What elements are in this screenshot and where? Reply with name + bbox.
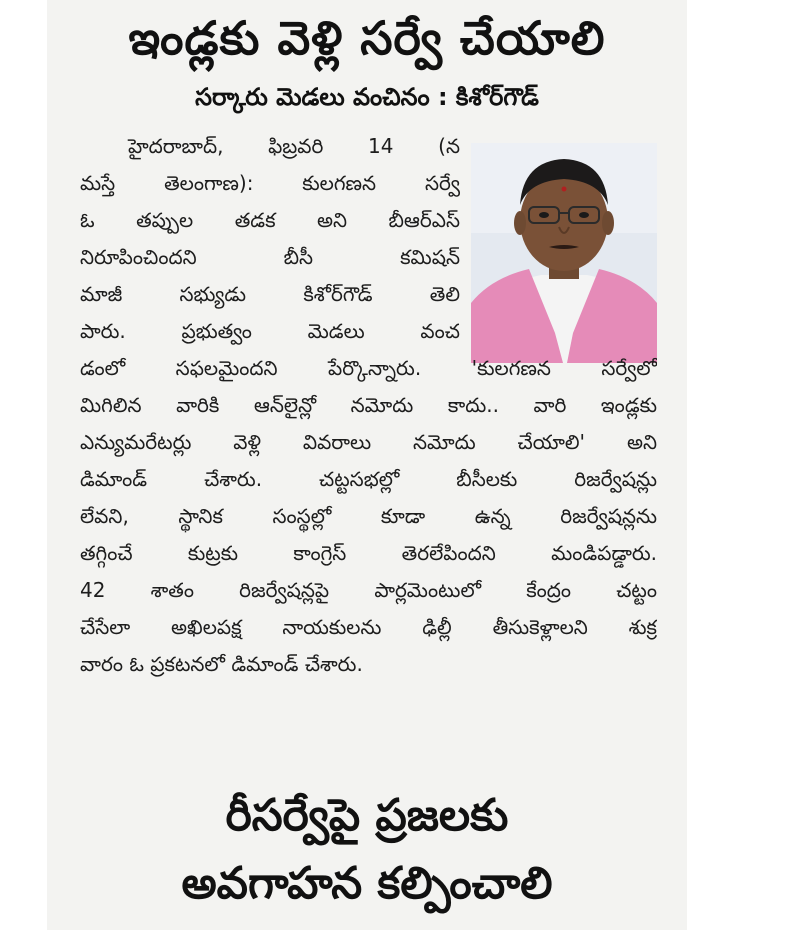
body-line: పారు. ప్రభుత్వం మెడలు వంచ [80,319,460,343]
next-article-headline [47,782,687,918]
article-body [80,128,657,683]
body-line: నిరూపించిందని బీసీ కమిషన్ [80,245,460,269]
headline: ఇండ్లకు వెళ్లి సర్వే చేయాలి [128,11,606,65]
body-line: ఓ తప్పుల తడక అని బీఆర్‌ఎస్ [80,208,460,232]
newspaper-clipping [47,0,687,930]
body-line: వారం ఓ ప్రకటనలో డిమాండ్ చేశారు. [80,652,363,676]
body-line: తగ్గించే కుట్రకు కాంగ్రెస్ తెరలేపిందని మండిపడ్డారు. [80,541,657,565]
body-line: మస్తే తెలంగాణ): కులగణన సర్వే [80,171,460,195]
body-line: మాజీ సభ్యుడు కిశోర్‌గౌడ్ తెలి [80,282,460,306]
body-line: మిగిలిన వారికి ఆన్‌లైన్లో నమోదు కాదు.. వారి ఇండ్లకు [80,393,657,417]
subheadline: సర్కారు మెడలు వంచినం : కిశోర్‌గౌడ్ [195,83,539,111]
body-line: 42 శాతం రిజర్వేషన్లపై పార్లమెంటులో కేంద్రం చట్టం [80,578,657,602]
body-line: లేవని, స్థానిక సంస్థల్లో కూడా ఉన్న రిజర్వేషన్లను [80,504,657,528]
body-line: డిమాండ్ చేశారు. చట్టసభల్లో బీసీలకు రిజర్వేషన్లు [80,467,657,491]
body-line: చేసేలా అఖిలపక్ష నాయకులను ఢిల్లీ తీసుకెళ్లాలని శుక్ర [80,615,657,639]
body-line: హైదరాబాద్, ఫిబ్రవరి 14 (న [128,134,460,158]
body-line: డంలో సఫలమైందని పేర్కొన్నారు. 'కులగణన సర్వేలో [80,356,657,380]
next-headline-line-2: అవగాహన కల్పించాలి [181,858,553,909]
next-headline-line-1: రీసర్వేపై ప్రజలకు [225,790,509,841]
body-line: ఎన్యుమరేటర్లు వెళ్లి వివరాలు నమోదు చేయాలి' అని [80,430,657,454]
